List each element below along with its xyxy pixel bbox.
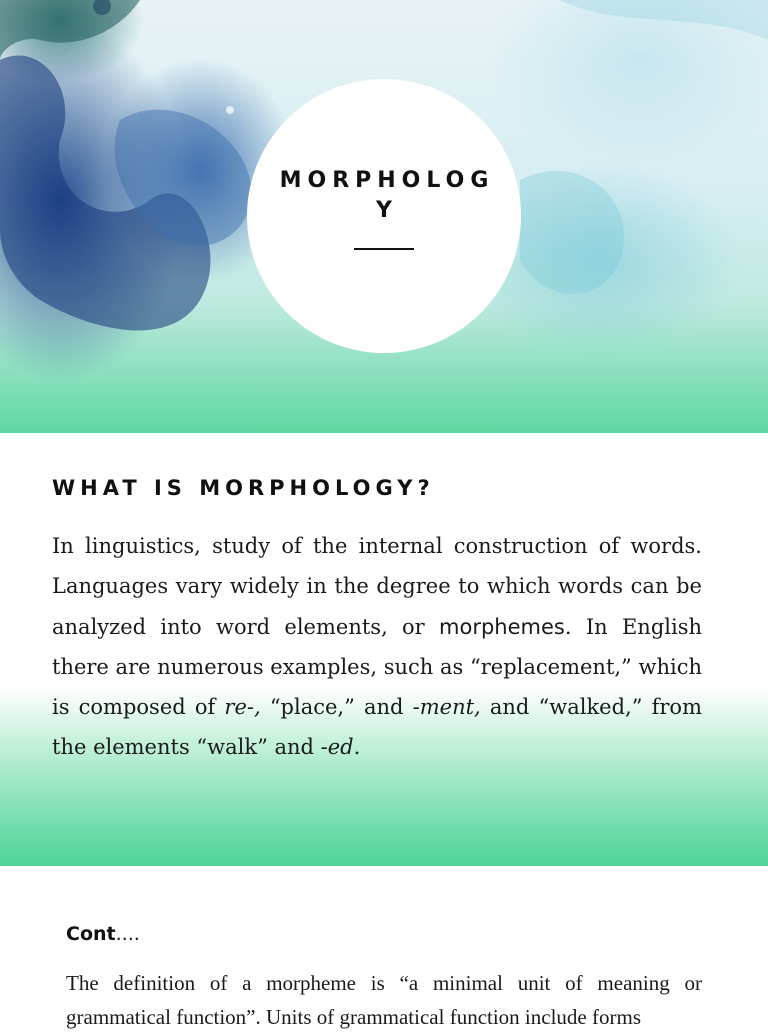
paragraph-text: . In English there are numerous examples, such as “replacement,” which is composed of [52, 614, 702, 720]
continuation-label-rest: .... [115, 923, 140, 945]
title-underline [354, 248, 414, 250]
continuation-label [66, 923, 140, 945]
morphemes-link[interactable]: morphemes [439, 614, 565, 639]
section-paragraph [52, 526, 702, 768]
section-heading: WHAT IS MORPHOLOGY? [52, 476, 435, 500]
continuation-label-bold: Cont [66, 923, 116, 945]
hero-banner [0, 0, 768, 433]
continuation-paragraph: The definition of a morpheme is “a minimal unit of meaning or grammatical function”. Units of grammatical function include forms [66, 971, 702, 1029]
paragraph-text: . [353, 735, 361, 760]
paragraph-text: “place,” and [260, 695, 413, 720]
suffix-ment: -ment, [412, 695, 481, 720]
suffix-ed: -ed [320, 735, 354, 760]
paragraph-text: In linguistics, study of the internal construction of words. Languages vary widely in the degree to which words can be analyzed into word elements, or [52, 534, 702, 639]
paragraph-text: and “walked,” from the elements “walk” and [52, 695, 702, 760]
prefix-re: re-, [224, 695, 261, 720]
page-title: MORPHOLOGY [279, 168, 495, 223]
